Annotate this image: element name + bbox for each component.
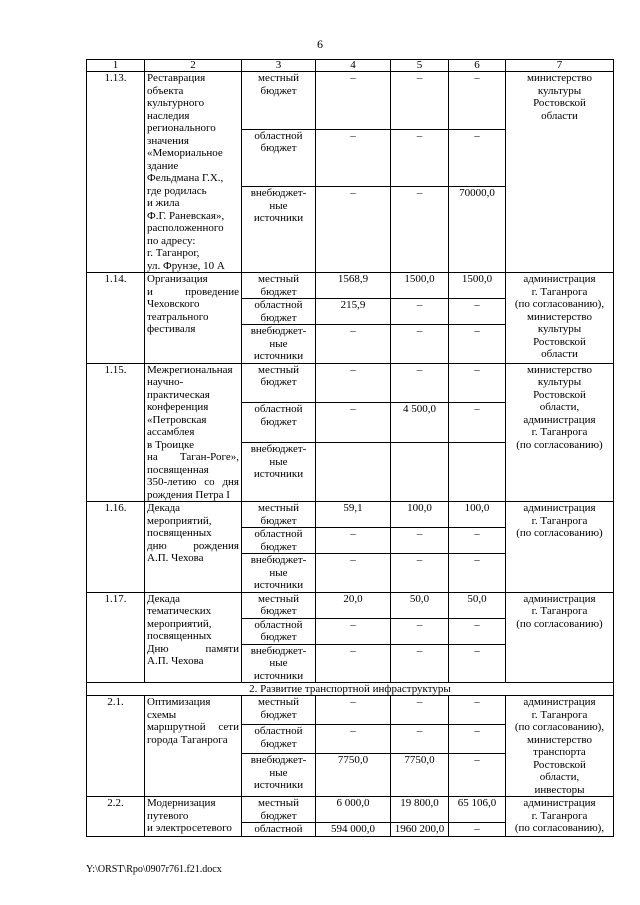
amount-v4: – — [316, 187, 391, 273]
funding-source-line: ные — [269, 766, 288, 779]
funding-source — [242, 299, 316, 325]
amount-v6: – — [449, 299, 506, 325]
amount-v4: 59,1 — [316, 502, 391, 528]
funding-source-line: местный — [258, 797, 299, 809]
item-name-line: объекта — [147, 84, 184, 97]
item-number: 1.13. — [87, 72, 145, 273]
amount-v5: – — [391, 325, 449, 364]
funding-source — [242, 502, 316, 528]
item-name-line: «Мемориальное — [147, 147, 223, 159]
item-name-line: маршрутной сети — [147, 721, 239, 733]
item-name-line: по адресу: — [147, 234, 196, 247]
funding-source-line: внебюджет- — [250, 187, 307, 200]
responsible-party — [506, 696, 614, 797]
item-name-line: расположенного — [147, 222, 224, 234]
item-name-line: мероприятий, — [147, 514, 212, 527]
responsible-line: г. Таганрога — [531, 708, 588, 721]
responsible-line: г. Таганрога — [531, 514, 588, 527]
responsible-line: министерство — [526, 72, 592, 84]
responsible-line: министерство — [526, 363, 592, 376]
item-name-line: рождения Петра I — [147, 488, 230, 501]
responsible-line: г. Таганрога — [531, 605, 588, 617]
funding-source — [242, 644, 316, 683]
item-name — [145, 797, 242, 837]
amount-v5: 4 500,0 — [391, 403, 449, 443]
responsible-line: области — [541, 348, 578, 360]
amount-v6: – — [449, 725, 506, 754]
funding-source-line: бюджет — [260, 708, 297, 721]
funding-source — [242, 72, 316, 130]
item-name-line: Организация — [147, 273, 208, 285]
funding-source-line: областной — [254, 528, 303, 540]
amount-v6: – — [449, 363, 506, 403]
funding-source-line: бюджет — [260, 605, 297, 617]
responsible-line: инвесторы — [534, 783, 585, 796]
responsible-party — [506, 502, 614, 593]
funding-source — [242, 273, 316, 299]
funding-source-line: местный — [258, 273, 299, 285]
responsible-line: г. Таганрога — [531, 809, 588, 822]
responsible-line: транспорта — [533, 746, 586, 758]
responsible-line: администрация — [523, 797, 596, 809]
responsible-line: (по согласованию) — [516, 438, 603, 451]
funding-source — [242, 528, 316, 554]
funding-source-line: ные — [269, 455, 288, 468]
item-name-line: регионального — [147, 122, 216, 134]
amount-v4: – — [316, 554, 391, 593]
responsible-line: (по согласованию), — [514, 298, 605, 310]
item-name-line: А.П. Чехова — [147, 655, 204, 667]
funding-source — [242, 754, 316, 797]
item-name-line: наследия — [147, 109, 190, 122]
item-name-line: 350-летию со дня — [147, 476, 239, 488]
responsible-line: культуры — [537, 323, 582, 335]
amount-v5: – — [391, 72, 449, 130]
section-title: 2. Развитие транспортной инфраструктуры — [87, 683, 614, 696]
item-name-line: схемы — [147, 708, 177, 721]
amount-v6: – — [449, 644, 506, 683]
funding-source-line: бюджет — [260, 311, 297, 324]
amount-v6: 100,0 — [449, 502, 506, 528]
responsible-line: области — [541, 109, 578, 122]
responsible-line: (по согласованию) — [516, 527, 603, 539]
table-row — [87, 797, 614, 823]
amount-v4: – — [316, 72, 391, 130]
responsible-party — [506, 592, 614, 683]
amount-v4: – — [316, 528, 391, 554]
responsible-line: Ростовской — [533, 97, 586, 109]
responsible-line: г. Таганрога — [531, 426, 588, 438]
funding-source-line: бюджет — [260, 376, 297, 388]
funding-source — [242, 403, 316, 443]
funding-source-line: областной — [254, 129, 303, 142]
funding-source — [242, 363, 316, 403]
item-name-line: дню рождения — [147, 539, 239, 552]
item-name-line: Реставрация — [147, 72, 206, 84]
item-name-line: здание — [147, 159, 179, 172]
amount-v5: 1500,0 — [391, 273, 449, 299]
funding-source-line: областной — [254, 823, 303, 835]
funding-source-line: местный — [258, 696, 299, 708]
funding-source-line: источники — [253, 669, 304, 682]
funding-source-line: бюджет — [260, 415, 297, 428]
amount-v4: – — [316, 644, 391, 683]
funding-source — [242, 129, 316, 187]
funding-source-line: местный — [258, 592, 299, 605]
amount-v6: – — [449, 618, 506, 644]
item-name-line: г. Таганрог, — [147, 247, 200, 259]
item-name-line: Модернизация — [147, 797, 216, 809]
funding-source-line: источники — [253, 579, 304, 591]
amount-v4: – — [316, 403, 391, 443]
amount-v5: – — [391, 554, 449, 593]
amount-v4 — [316, 443, 391, 502]
amount-v6: 1500,0 — [449, 273, 506, 299]
section-row — [87, 683, 614, 696]
item-name — [145, 502, 242, 593]
item-name-line: Чеховского — [147, 298, 200, 310]
amount-v5: – — [391, 644, 449, 683]
funding-source — [242, 823, 316, 837]
funding-source-line: областной — [254, 403, 303, 416]
item-name-line: конференция — [147, 401, 209, 413]
column-header: 2 — [145, 60, 242, 72]
funding-source-line: местный — [258, 502, 299, 514]
amount-v4: 594 000,0 — [316, 823, 391, 837]
funding-source — [242, 725, 316, 754]
item-name — [145, 273, 242, 364]
amount-v4: – — [316, 325, 391, 364]
amount-v6: – — [449, 403, 506, 443]
amount-v6: 65 106,0 — [449, 797, 506, 823]
responsible-line: министерство — [526, 310, 592, 323]
amount-v6: – — [449, 823, 506, 837]
item-name-line: театрального — [147, 310, 209, 323]
item-name-line: культурного — [147, 97, 205, 109]
amount-v6: – — [449, 528, 506, 554]
amount-v4: 7750,0 — [316, 754, 391, 797]
responsible-line: администрация — [523, 696, 596, 708]
funding-source — [242, 325, 316, 364]
item-number: 2.2. — [87, 797, 145, 837]
funding-source-line: внебюджет- — [250, 325, 307, 337]
funding-source-line: внебюджет- — [250, 554, 307, 566]
item-name-line: ассамблея — [147, 426, 195, 438]
amount-v4: – — [316, 363, 391, 403]
amount-v4: 1568,9 — [316, 273, 391, 299]
item-name-line: тематических — [147, 605, 212, 617]
amount-v4: – — [316, 618, 391, 644]
responsible-party — [506, 72, 614, 273]
funding-source-line: местный — [258, 363, 299, 376]
item-name-line: где родилась — [147, 184, 207, 197]
funding-source-line: бюджет — [260, 84, 297, 97]
responsible-line: области, — [539, 771, 580, 783]
amount-v6: – — [449, 696, 506, 725]
amount-v6: 70000,0 — [449, 187, 506, 273]
item-name-line: научно- — [147, 376, 184, 388]
item-name-line: Оптимизация — [147, 696, 211, 708]
item-name-line: мероприятий, — [147, 617, 212, 630]
table-row — [87, 72, 614, 130]
item-name-line: и проведение — [147, 285, 239, 298]
amount-v5: – — [391, 129, 449, 187]
funding-source-line: бюджет — [260, 285, 297, 298]
responsible-line: культуры — [537, 84, 582, 97]
item-name-line: А.П. Чехова — [147, 552, 204, 564]
amount-v4: 215,9 — [316, 299, 391, 325]
item-name-line: практическая — [147, 388, 210, 401]
item-number: 1.17. — [87, 592, 145, 683]
item-name-line: посвященная — [147, 463, 209, 476]
responsible-line: администрация — [523, 592, 596, 605]
amount-v5: 19 800,0 — [391, 797, 449, 823]
responsible-line: культуры — [537, 376, 582, 388]
item-number: 1.16. — [87, 502, 145, 593]
item-name-line: Межрегиональная — [147, 363, 233, 376]
item-name-line: посвященных — [147, 630, 212, 642]
item-name-line: посвященных — [147, 527, 212, 539]
item-name-line: Дню памяти — [147, 642, 239, 655]
amount-v6: – — [449, 129, 506, 187]
amount-v5: 1960 200,0 — [391, 823, 449, 837]
amount-v5: – — [391, 618, 449, 644]
funding-source-line: источники — [253, 779, 304, 792]
responsible-line: Ростовской — [533, 758, 586, 771]
table-row — [87, 363, 614, 403]
column-header: 6 — [449, 60, 506, 72]
responsible-party — [506, 363, 614, 502]
funding-source-line: источники — [253, 212, 304, 225]
item-name — [145, 592, 242, 683]
amount-v5: – — [391, 187, 449, 273]
file-path-footer: Y:\ORST\Rpo\0907r761.f21.docx — [86, 864, 222, 875]
amount-v5: – — [391, 725, 449, 754]
responsible-line: администрация — [523, 413, 596, 426]
column-header: 3 — [242, 60, 316, 72]
responsible-party — [506, 797, 614, 837]
amount-v6: – — [449, 72, 506, 130]
table-row — [87, 592, 614, 618]
item-name — [145, 363, 242, 502]
amount-v4: – — [316, 725, 391, 754]
funding-source-line: внебюджет- — [250, 644, 307, 657]
column-header: 4 — [316, 60, 391, 72]
funding-source-line: внебюджет- — [250, 754, 307, 767]
funding-source — [242, 592, 316, 618]
item-number: 1.15. — [87, 363, 145, 502]
funding-source — [242, 187, 316, 273]
funding-source-line: ные — [269, 199, 288, 212]
funding-source-line: источники — [253, 350, 304, 362]
responsible-line: области, — [539, 401, 580, 413]
table-row — [87, 696, 614, 725]
amount-v5: 50,0 — [391, 592, 449, 618]
funding-source — [242, 797, 316, 823]
funding-source-line: внебюджет- — [250, 443, 307, 456]
funding-source-line: ные — [269, 657, 288, 669]
funding-source-line: областной — [254, 725, 303, 738]
item-name-line: значения — [147, 134, 189, 147]
amount-v6: 50,0 — [449, 592, 506, 618]
item-number: 1.14. — [87, 273, 145, 364]
funding-source-line: бюджет — [260, 514, 297, 527]
responsible-line: Ростовской — [533, 335, 586, 348]
item-name-line: и жила — [147, 197, 180, 209]
funding-source-line: ные — [269, 566, 288, 579]
responsible-line: администрация — [523, 502, 596, 514]
program-table — [86, 59, 614, 837]
amount-v5: 7750,0 — [391, 754, 449, 797]
funding-source — [242, 696, 316, 725]
amount-v5 — [391, 443, 449, 502]
column-header: 7 — [506, 60, 614, 72]
item-number: 2.1. — [87, 696, 145, 797]
funding-source-line: бюджет — [260, 142, 297, 155]
funding-source-line: источники — [253, 468, 304, 481]
item-name-line: «Петровская — [147, 413, 207, 426]
amount-v4: – — [316, 129, 391, 187]
funding-source-line: местный — [258, 72, 299, 84]
column-header: 1 — [87, 60, 145, 72]
amount-v6: – — [449, 754, 506, 797]
responsible-line: администрация — [523, 273, 596, 285]
header-row — [87, 60, 614, 72]
item-name — [145, 72, 242, 273]
funding-source — [242, 554, 316, 593]
funding-source-line: бюджет — [260, 631, 297, 643]
responsible-line: министерство — [526, 733, 592, 746]
responsible-line: (по согласованию) — [516, 617, 603, 630]
amount-v5: – — [391, 528, 449, 554]
amount-v6: – — [449, 325, 506, 364]
responsible-line: (по согласованию), — [514, 721, 605, 733]
amount-v4: 20,0 — [316, 592, 391, 618]
item-name-line: путевого — [147, 809, 189, 822]
funding-source-line: бюджет — [260, 737, 297, 750]
item-name-line: на Таган-Роге», — [147, 451, 239, 463]
item-name-line: города Таганрога — [147, 733, 228, 746]
responsible-line: (по согласованию), — [514, 822, 605, 834]
column-header: 5 — [391, 60, 449, 72]
item-name-line: Декада — [147, 592, 181, 605]
item-name-line: Ф.Г. Раневская», — [147, 209, 225, 222]
funding-source-line: бюджет — [260, 540, 297, 553]
amount-v5: – — [391, 696, 449, 725]
table-row — [87, 273, 614, 299]
item-name-line: Декада — [147, 502, 181, 514]
amount-v5: 100,0 — [391, 502, 449, 528]
item-name-line: и электросетевого — [147, 822, 232, 834]
item-name-line: ул. Фрунзе, 10 А — [147, 259, 225, 272]
responsible-line: г. Таганрога — [531, 285, 588, 298]
funding-source-line: областной — [254, 618, 303, 631]
responsible-party — [506, 273, 614, 364]
amount-v4: 6 000,0 — [316, 797, 391, 823]
table-row — [87, 502, 614, 528]
page-number: 6 — [317, 37, 323, 51]
amount-v6 — [449, 443, 506, 502]
item-name-line: фестиваля — [147, 323, 196, 335]
amount-v4: – — [316, 696, 391, 725]
amount-v5: – — [391, 363, 449, 403]
funding-source — [242, 618, 316, 644]
responsible-line: Ростовской — [533, 388, 586, 401]
amount-v5: – — [391, 299, 449, 325]
funding-source-line: бюджет — [260, 809, 297, 822]
funding-source-line: ные — [269, 337, 288, 350]
item-name — [145, 696, 242, 797]
item-name-line: Фельдмана Г.Х., — [147, 172, 224, 184]
funding-source-line: областной — [254, 299, 303, 311]
item-name-line: в Троицке — [147, 438, 194, 451]
funding-source — [242, 443, 316, 502]
amount-v6: – — [449, 554, 506, 593]
